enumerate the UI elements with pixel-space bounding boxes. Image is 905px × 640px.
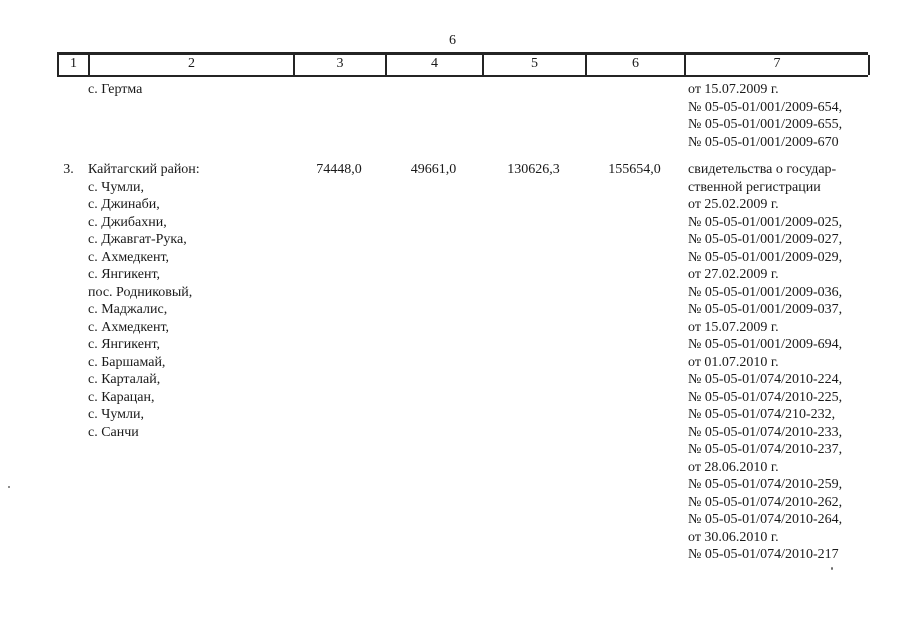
value-cell-5 [482,81,585,151]
text-line: № 05-05-01/074/2010-262, [688,494,843,510]
value-cell-6 [585,81,684,151]
text-line: с. Янгикент, [88,337,161,352]
value-cell-4 [385,81,482,151]
text-line: № 05-05-01/074/2010-259, [688,477,843,492]
value-cell-4: 49661,0 [410,162,457,177]
column-header-4: 4 [387,55,484,75]
row-number-cell: 3. [63,162,74,177]
text-line: от 15.07.2009 г. [688,82,779,97]
table-row-continuation [57,81,868,151]
text-line: с. Джинаби, [88,197,160,212]
text-line: № 05-05-01/001/2009-654, [688,99,843,115]
text-line: с. Санчи [88,424,139,440]
text-line: от 30.06.2010 г. [688,529,779,545]
settlements-cell [88,161,293,564]
value-cell-3: 74448,0 [316,162,362,177]
table-body [57,77,868,564]
text-line: с. Ахмедкент, [88,319,170,335]
registry-table [57,52,868,564]
registration-cell [684,81,868,151]
table-row-kaitagskiy [57,161,868,564]
scan-speck [8,486,10,488]
text-line: с. Ахмедкент, [88,249,170,265]
column-header-7: 7 [686,55,870,75]
column-header-6: 6 [587,55,686,75]
text-line: с. Карацан, [88,389,155,405]
registration-cell [684,161,868,564]
text-line: № 05-05-01/074/2010-224, [688,372,843,387]
text-line: № 05-05-01/074/2010-264, [688,512,843,527]
text-line: с. Баршамай, [88,354,166,370]
text-line: № 05-05-01/001/2009-027, [688,232,843,247]
text-line: № 05-05-01/001/2009-670 [688,134,839,150]
text-line: № 05-05-01/074/2010-237, [688,442,843,457]
text-line: от 28.06.2010 г. [688,459,779,475]
text-line: № 05-05-01/074/2010-225, [688,389,843,405]
text-line: пос. Родниковый, [88,284,193,300]
text-line: ственной регистрации [688,179,821,195]
text-line: Кайтагский район: [88,162,200,177]
text-line: № 05-05-01/001/2009-655, [688,117,843,132]
table-header-row [57,52,868,77]
text-line: свидетельства о государ- [688,162,837,177]
text-line: с. Джибахни, [88,214,167,230]
text-line: с. Карталай, [88,372,161,387]
settlements-cell [88,81,293,151]
text-line: № 05-05-01/001/2009-036, [688,284,843,300]
text-line: с. Гертма [88,82,143,97]
text-line: с. Янгикент, [88,267,161,282]
column-header-2: 2 [90,55,295,75]
text-line: от 01.07.2010 г. [688,354,779,370]
column-header-1: 1 [59,55,90,75]
value-cell-3 [293,81,385,151]
row-number-cell [57,81,88,151]
value-cell-6: 155654,0 [608,162,661,177]
text-line: № 05-05-01/001/2009-694, [688,337,843,352]
text-line: с. Джавгат-Рука, [88,232,187,247]
scan-speck [831,567,833,570]
text-line: № 05-05-01/074/2010-233, [688,424,843,440]
text-line: от 25.02.2009 г. [688,197,779,212]
text-line: № 05-05-01/074/210-232, [688,407,836,422]
text-line: № 05-05-01/001/2009-025, [688,214,843,230]
text-line: от 15.07.2009 г. [688,319,779,335]
text-line: № 05-05-01/074/2010-217 [688,547,839,562]
text-line: с. Чумли, [88,407,144,422]
text-line: с. Маджалис, [88,302,168,317]
column-header-5: 5 [484,55,587,75]
value-cell-5: 130626,3 [507,162,560,177]
text-line: № 05-05-01/001/2009-037, [688,302,843,317]
page-number: 6 [449,33,456,48]
column-header-3: 3 [295,55,387,75]
text-line: от 27.02.2009 г. [688,267,779,282]
text-line: № 05-05-01/001/2009-029, [688,249,843,265]
text-line: с. Чумли, [88,179,144,195]
